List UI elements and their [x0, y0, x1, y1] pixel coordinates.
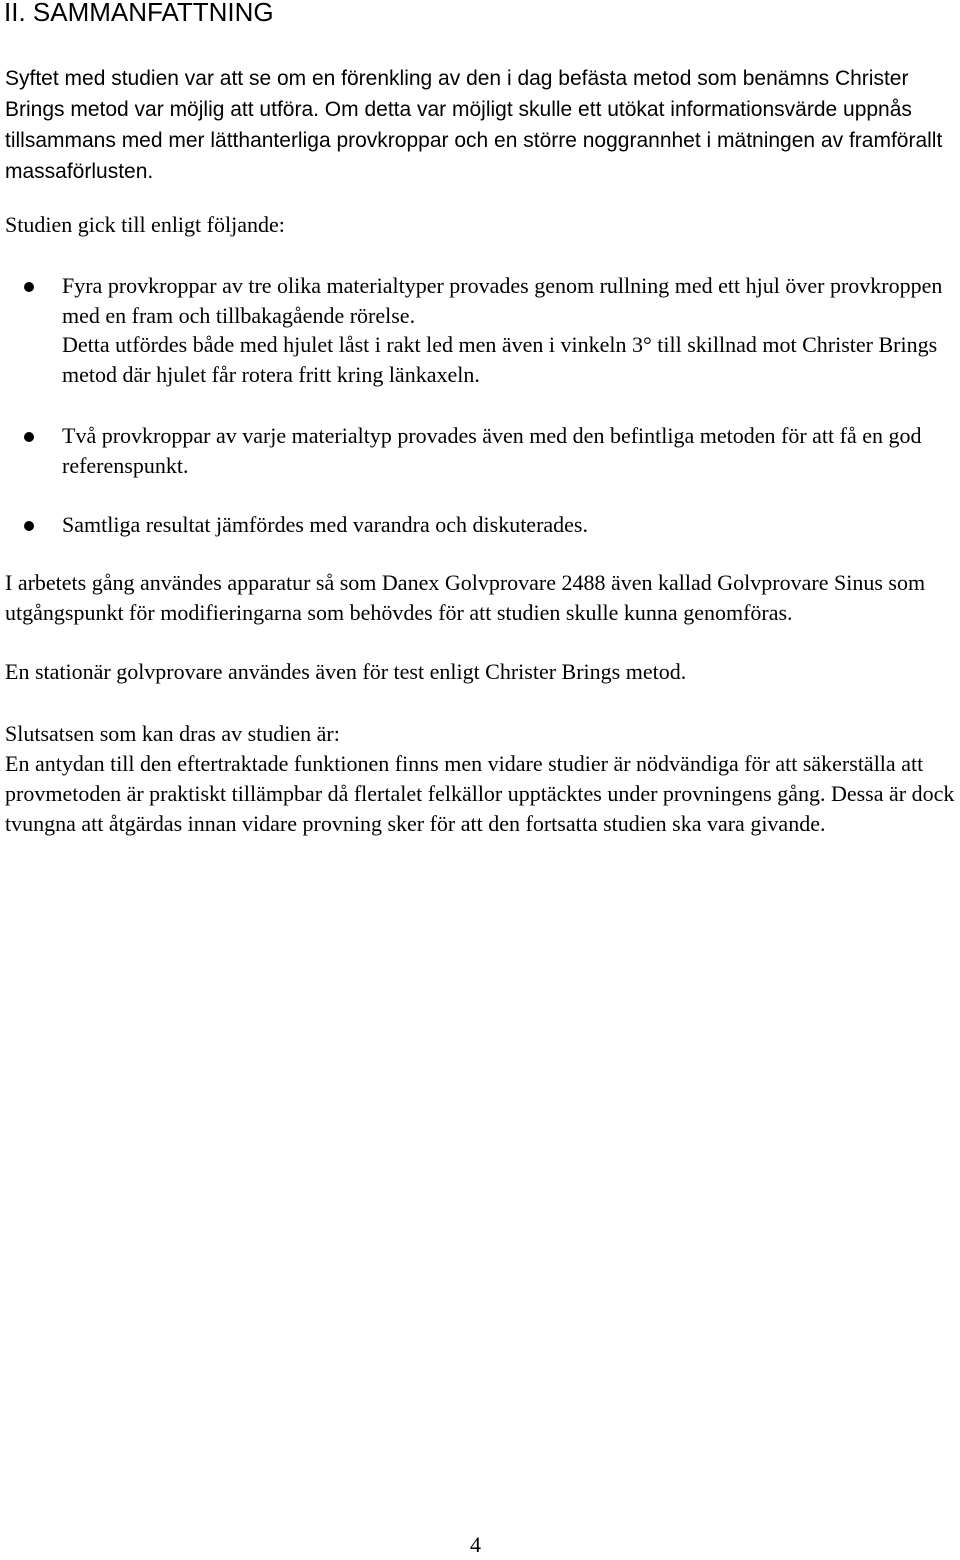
list-item-3: Samtliga resultat jämfördes med varandra och diskuterades. [62, 512, 588, 537]
list-item-1-continuation: Detta utfördes både med hjulet låst i rakt led men även i vinkeln 3° till skillnad mot Christer Brings metod där hjulet får rotera fritt kring länkaxeln. [62, 332, 938, 387]
equipment-paragraph: I arbetets gång användes apparatur så som Danex Golvprovare 2488 även kallad Golvprovare Sinus som utgångspunkt för modifieringarna som behövdes för att studien skulle kunna genomföras. [5, 570, 926, 625]
page-number: 4 [470, 1532, 481, 1557]
method-lead-text: Studien gick till enligt följande: [5, 212, 285, 237]
list-item-2: Två provkroppar av varje materialtyp provades även med den befintliga metoden för att få en god referenspunkt. [62, 423, 922, 478]
list-item-1: Fyra provkroppar av tre olika materialtyper provades genom rullning med ett hjul över provkroppen med en fram och tillbakagående rörelse. [62, 273, 943, 328]
section-heading: II. SAMMANFATTNING [4, 0, 274, 27]
conclusion-paragraph: En antydan till den eftertraktade funktionen finns men vidare studier är nödvändiga för att säkerställa att provmetoden är praktiskt tillämpbar då flertalet felkällor upptäcktes under provningens gång. Dessa är dock tvungna att åtgärdas innan vidare provning sker för att den fortsatta studien ska vara givande. [5, 751, 955, 836]
bullet-dot-icon [24, 521, 34, 531]
intro-paragraph: Syftet med studien var att se om en förenkling av den i dag befästa metod som benämns Christer Brings metod var möjlig att utföra. Om detta var möjligt skulle ett utökat informationsvärde uppnås tillsammans med mer lätthanterliga provkroppar och en större noggrannhet i mätningen av framförallt massaförlusten. [5, 67, 943, 183]
stationary-tester-paragraph: En stationär golvprovare användes även för test enligt Christer Brings metod. [5, 659, 687, 684]
bullet-dot-icon [24, 282, 34, 292]
conclusion-heading-text: Slutsatsen som kan dras av studien är: [5, 721, 340, 746]
bullet-dot-icon [24, 432, 34, 442]
